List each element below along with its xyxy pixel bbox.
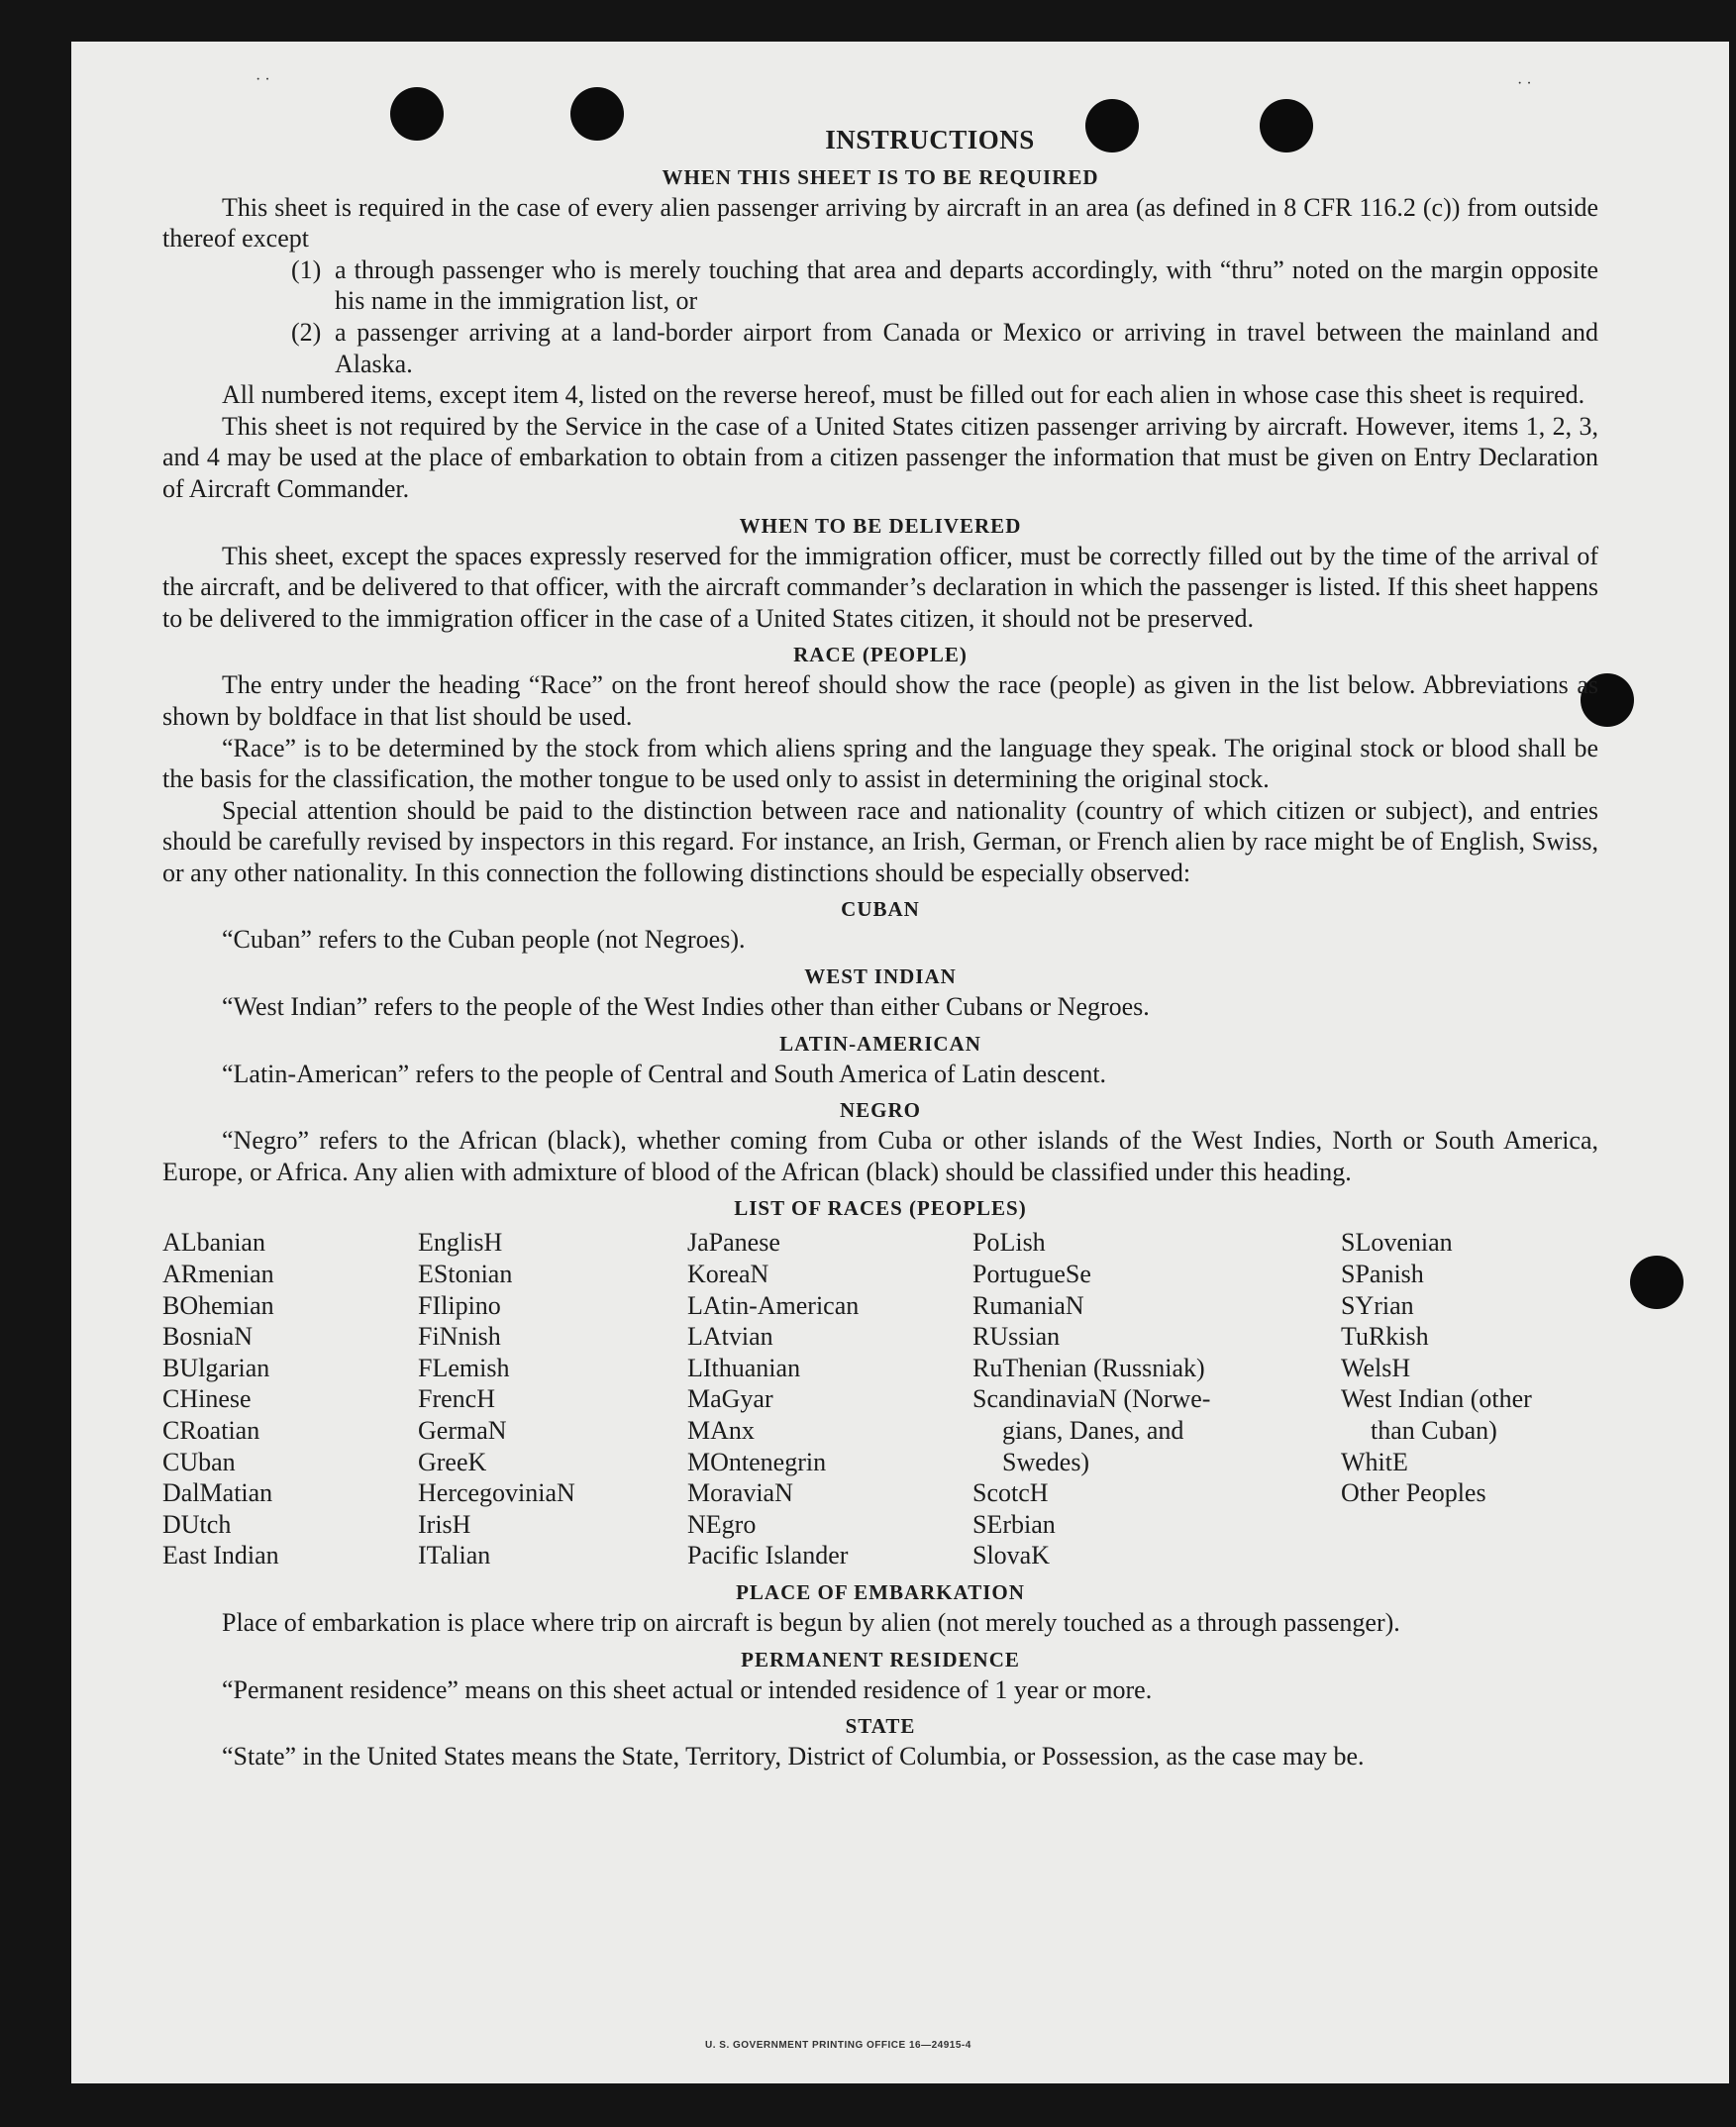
race-entry: KoreaN: [687, 1260, 769, 1289]
section-heading: CUBAN: [841, 897, 920, 922]
item-number: (2): [291, 317, 322, 347]
paragraph: The entry under the heading “Race” on the front hereof should show the race (people) as given in the list below. Abbreviations as shown by boldface in that list should be used.: [162, 670, 1598, 731]
numbered-item: [162, 254, 1598, 317]
section-heading: WHEN THIS SHEET IS TO BE REQUIRED: [662, 164, 1099, 189]
race-column: [972, 1227, 1341, 1571]
race-entry: DUtch: [162, 1509, 232, 1539]
race-entry: West Indian (other: [1341, 1384, 1532, 1414]
race-list: [162, 1227, 1598, 1571]
race-entry: HercegoviniaN: [418, 1478, 575, 1508]
race-entry: CHinese: [162, 1384, 252, 1414]
race-entry: PortugueSe: [972, 1260, 1091, 1289]
race-entry: ScandinaviaN (Norwe-: [972, 1384, 1211, 1414]
race-entry: RuThenian (Russniak): [972, 1353, 1205, 1382]
race-entry: MoraviaN: [687, 1478, 793, 1508]
race-column: [418, 1227, 687, 1571]
race-entry: LAtvian: [687, 1322, 773, 1352]
race-entry: Pacific Islander: [687, 1541, 849, 1570]
race-entry: RumaniaN: [972, 1290, 1084, 1320]
paragraph: “State” in the United States means the State, Territory, District of Columbia, or Possession, as the case may be.: [222, 1742, 1365, 1772]
section-heading: PLACE OF EMBARKATION: [736, 1579, 1025, 1604]
race-column: [162, 1227, 418, 1571]
document-sheet: [71, 42, 1729, 2083]
paragraph: “West Indian” refers to the people of the West Indies other than either Cubans or Negroes.: [222, 992, 1150, 1022]
item-text: a through passenger who is merely touching that area and departs accordingly, with “thru” noted on the margin opposite his name in the immigration list, or: [335, 254, 1598, 316]
paragraph: This sheet is not required by the Service in the case of a United States citizen passenger arriving by aircraft. However, items 1, 2, 3, and 4 may be used at the place of embarkation to obtain from a citizen passenger the information that must be given on Entry Declaration of Aircraft Commander.: [162, 411, 1598, 503]
print-speck: · ·: [1517, 75, 1532, 92]
race-entry: MAnx: [687, 1416, 755, 1445]
race-entry: CRoatian: [162, 1416, 260, 1445]
race-entry: DalMatian: [162, 1478, 273, 1508]
race-entry: ScotcH: [972, 1478, 1049, 1508]
race-entry: than Cuban): [1371, 1416, 1497, 1445]
paragraph: “Latin-American” refers to the people of Central and South America of Latin descent.: [222, 1059, 1107, 1088]
race-entry: SLovenian: [1341, 1228, 1453, 1258]
instructions-content: [162, 125, 1598, 1772]
race-entry: RUssian: [972, 1322, 1061, 1352]
item-text: a passenger arriving at a land-border airport from Canada or Mexico or arriving in travel between the mainland and Alaska.: [335, 317, 1598, 378]
race-entry: LIthuanian: [687, 1353, 801, 1382]
race-column: [687, 1227, 972, 1571]
race-entry: GermaN: [418, 1416, 507, 1445]
race-entry: East Indian: [162, 1541, 279, 1570]
race-entry: EStonian: [418, 1260, 513, 1289]
numbered-item: [162, 317, 1598, 379]
section-heading: STATE: [845, 1714, 916, 1739]
section-heading: WHEN TO BE DELIVERED: [739, 513, 1022, 538]
paragraph: “Cuban” refers to the Cuban people (not Negroes).: [222, 925, 746, 955]
race-entry: WelsH: [1341, 1353, 1411, 1382]
race-entry: EnglisH: [418, 1228, 503, 1258]
race-entry: FrencH: [418, 1384, 495, 1414]
race-entry: IrisH: [418, 1509, 471, 1539]
section-heading: LATIN-AMERICAN: [779, 1031, 981, 1056]
race-entry: FiNnish: [418, 1322, 501, 1352]
race-entry: JaPanese: [687, 1228, 780, 1258]
printing-office-imprint: U. S. GOVERNMENT PRINTING OFFICE 16—24915-4: [705, 2040, 971, 2051]
race-entry: CUban: [162, 1447, 236, 1476]
race-entry: LAtin-American: [687, 1290, 860, 1320]
race-entry: SYrian: [1341, 1290, 1414, 1320]
paragraph: All numbered items, except item 4, listed on the reverse hereof, must be filled out for each alien in whose case this sheet is required.: [222, 380, 1585, 410]
race-entry: FIlipino: [418, 1290, 501, 1320]
section-heading: NEGRO: [839, 1098, 921, 1123]
race-entry: SErbian: [972, 1509, 1056, 1539]
race-entry: BUlgarian: [162, 1353, 270, 1382]
punch-hole: [1630, 1256, 1684, 1309]
race-entry: NEgro: [687, 1509, 757, 1539]
race-entry: ITalian: [418, 1541, 491, 1570]
race-entry: PoLish: [972, 1228, 1046, 1258]
race-entry: BOhemian: [162, 1290, 274, 1320]
race-entry: Swedes): [1002, 1447, 1090, 1476]
race-entry: WhitE: [1341, 1447, 1408, 1476]
paragraph: Special attention should be paid to the distinction between race and nationality (country of which citizen or subject), and entries should be carefully revised by inspectors in this regard. For instance, an Irish, German, or French alien by race might be of English, Swiss, or any other nationality. In this connection the following distinctions should be especially observed:: [162, 795, 1598, 887]
paragraph: “Negro” refers to the African (black), whether coming from Cuba or other islands of the West Indies, North or South America, Europe, or Africa. Any alien with admixture of blood of the African (black) should be classified under this heading.: [162, 1126, 1598, 1186]
paragraph: “Race” is to be determined by the stock from which aliens spring and the language they speak. The original stock or blood shall be the basis for the classification, the mother tongue to be used only to assist in determining the original stock.: [162, 733, 1598, 794]
race-entry: MaGyar: [687, 1384, 773, 1414]
paragraph: This sheet, except the spaces expressly reserved for the immigration officer, must be correctly filled out by the time of the arrival of the aircraft, and be delivered to that officer, with the aircraft commander’s declaration in which the passenger is listed. If this sheet happens to be delivered to the immigration officer in the case of a United States citizen, it should not be preserved.: [162, 541, 1598, 633]
race-entry: MOntenegrin: [687, 1447, 827, 1476]
race-column: [1341, 1227, 1598, 1571]
paragraph: Place of embarkation is place where trip on aircraft is begun by alien (not merely touched as a through passenger).: [222, 1607, 1400, 1637]
race-entry: ARmenian: [162, 1260, 274, 1289]
page-title: INSTRUCTIONS: [825, 125, 1035, 154]
section-heading: RACE (PEOPLE): [793, 643, 968, 667]
race-entry: gians, Danes, and: [1002, 1416, 1184, 1445]
race-entry: Other Peoples: [1341, 1478, 1486, 1508]
race-entry: GreeK: [418, 1447, 487, 1476]
race-entry: SlovaK: [972, 1541, 1050, 1570]
section-heading: PERMANENT RESIDENCE: [741, 1647, 1020, 1671]
section-heading: LIST OF RACES (PEOPLES): [734, 1196, 1027, 1221]
paragraph: This sheet is required in the case of every alien passenger arriving by aircraft in an area (as defined in 8 CFR 116.2 (c)) from outside thereof except: [162, 192, 1598, 253]
race-entry: TuRkish: [1341, 1322, 1429, 1352]
race-entry: BosniaN: [162, 1322, 253, 1352]
race-entry: ALbanian: [162, 1228, 265, 1258]
item-number: (1): [291, 254, 322, 284]
race-entry: FLemish: [418, 1353, 510, 1382]
section-heading: WEST INDIAN: [804, 964, 957, 989]
print-speck: · ·: [255, 71, 270, 88]
paragraph: “Permanent residence” means on this sheet actual or intended residence of 1 year or more.: [222, 1674, 1153, 1704]
race-entry: SPanish: [1341, 1260, 1424, 1289]
